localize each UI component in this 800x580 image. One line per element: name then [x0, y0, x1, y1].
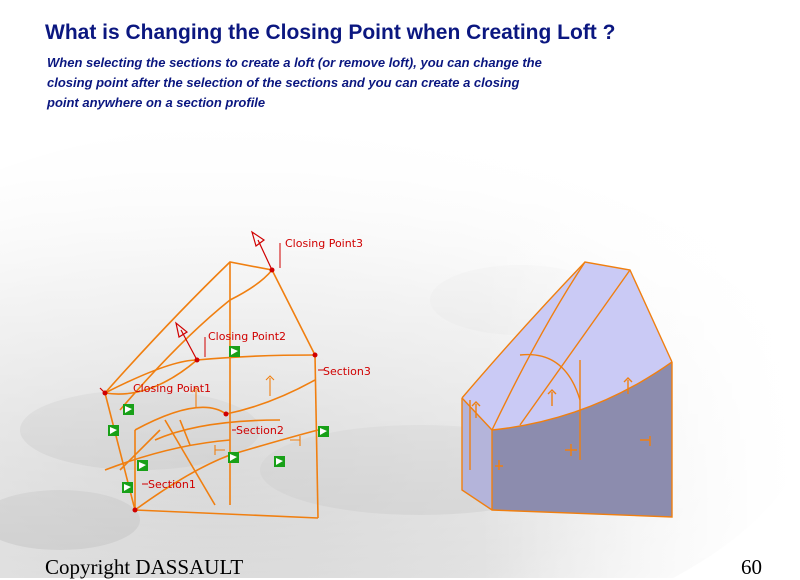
loft-solid — [462, 262, 672, 517]
subtitle-line: When selecting the sections to create a loft (or remove loft), you can change the — [47, 55, 542, 70]
label-section-2: Section2 — [236, 424, 284, 437]
label-section-3: Section3 — [323, 365, 371, 378]
label-closing-point-2: Closing Point2 — [208, 330, 287, 343]
green-arrow-icon — [108, 425, 119, 436]
label-section-1: Section1 — [148, 478, 196, 491]
label-closing-point-1: Closing Point1 — [133, 382, 212, 395]
green-arrow-icon — [122, 482, 133, 493]
green-arrow-icon — [137, 460, 148, 471]
slide-title: What is Changing the Closing Point when Creating Loft ? — [45, 21, 616, 44]
subtitle-line: point anywhere on a section profile — [47, 95, 266, 110]
label-leaders — [142, 243, 324, 484]
green-arrow-icon — [228, 452, 239, 463]
page-number: 60 — [741, 555, 762, 579]
slide-subtitle — [47, 53, 647, 113]
direction-markers — [108, 346, 329, 493]
green-arrow-icon — [123, 404, 134, 415]
copyright-text: Copyright DASSAULT — [45, 555, 244, 579]
label-closing-point-3: Closing Point3 — [285, 237, 364, 250]
green-arrow-icon — [318, 426, 329, 437]
green-arrow-icon — [274, 456, 285, 467]
subtitle-line: closing point after the selection of the sections and you can create a closing — [47, 75, 520, 90]
green-arrow-icon — [229, 346, 240, 357]
